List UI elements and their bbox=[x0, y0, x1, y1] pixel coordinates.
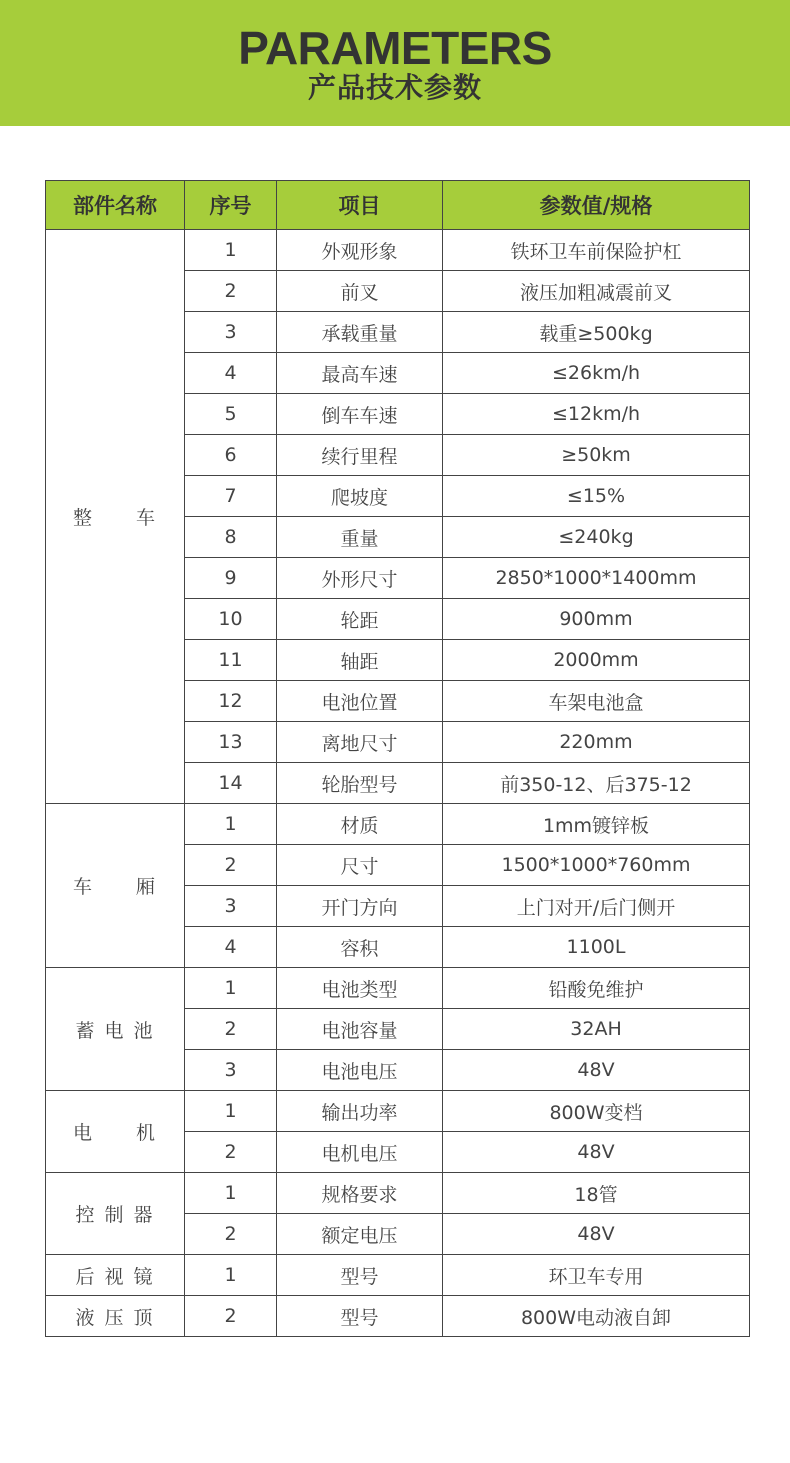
item-cell: 轮距 bbox=[277, 599, 443, 640]
spec-cell: 48V bbox=[443, 1050, 750, 1091]
table-row bbox=[46, 230, 750, 271]
parameters-table bbox=[45, 180, 750, 1337]
item-cell: 倒车车速 bbox=[277, 394, 443, 435]
spec-cell: 铅酸免维护 bbox=[443, 968, 750, 1009]
spec-cell: ≥50km bbox=[443, 435, 750, 476]
spec-cell: 48V bbox=[443, 1214, 750, 1255]
index-cell: 1 bbox=[185, 1255, 277, 1296]
item-cell: 外观形象 bbox=[277, 230, 443, 271]
spec-cell: 48V bbox=[443, 1132, 750, 1173]
table-row bbox=[46, 1091, 750, 1132]
spec-cell: ≤240kg bbox=[443, 517, 750, 558]
index-cell: 12 bbox=[185, 681, 277, 722]
spec-cell: ≤26km/h bbox=[443, 353, 750, 394]
index-cell: 8 bbox=[185, 517, 277, 558]
item-cell: 开门方向 bbox=[277, 886, 443, 927]
table-row bbox=[46, 1173, 750, 1214]
column-header-spec: 参数值/规格 bbox=[443, 181, 750, 230]
item-cell: 规格要求 bbox=[277, 1173, 443, 1214]
header-banner bbox=[0, 0, 790, 126]
index-cell: 3 bbox=[185, 312, 277, 353]
item-cell: 尺寸 bbox=[277, 845, 443, 886]
index-cell: 2 bbox=[185, 1296, 277, 1337]
item-cell: 离地尺寸 bbox=[277, 722, 443, 763]
index-cell: 4 bbox=[185, 927, 277, 968]
item-cell: 输出功率 bbox=[277, 1091, 443, 1132]
index-cell: 3 bbox=[185, 886, 277, 927]
group-name-cell: 整 车 bbox=[46, 230, 185, 804]
item-cell: 爬坡度 bbox=[277, 476, 443, 517]
spec-cell: 2850*1000*1400mm bbox=[443, 558, 750, 599]
table-row bbox=[46, 968, 750, 1009]
index-cell: 4 bbox=[185, 353, 277, 394]
index-cell: 2 bbox=[185, 845, 277, 886]
spec-cell: ≤15% bbox=[443, 476, 750, 517]
item-cell: 电池电压 bbox=[277, 1050, 443, 1091]
index-cell: 1 bbox=[185, 230, 277, 271]
spec-cell: ≤12km/h bbox=[443, 394, 750, 435]
index-cell: 14 bbox=[185, 763, 277, 804]
group-name-cell: 后 视 镜 bbox=[46, 1255, 185, 1296]
item-cell: 型号 bbox=[277, 1296, 443, 1337]
table-header-row bbox=[46, 181, 750, 230]
page-title: PARAMETERS bbox=[238, 22, 552, 74]
spec-cell: 上门对开/后门侧开 bbox=[443, 886, 750, 927]
group-name-cell: 电 机 bbox=[46, 1091, 185, 1173]
item-cell: 额定电压 bbox=[277, 1214, 443, 1255]
table-body bbox=[46, 230, 750, 1337]
spec-cell: 220mm bbox=[443, 722, 750, 763]
index-cell: 10 bbox=[185, 599, 277, 640]
item-cell: 前叉 bbox=[277, 271, 443, 312]
column-header-item: 项目 bbox=[277, 181, 443, 230]
spec-cell: 载重≥500kg bbox=[443, 312, 750, 353]
group-name-cell: 车 厢 bbox=[46, 804, 185, 968]
spec-cell: 1100L bbox=[443, 927, 750, 968]
spec-cell: 2000mm bbox=[443, 640, 750, 681]
index-cell: 13 bbox=[185, 722, 277, 763]
item-cell: 轴距 bbox=[277, 640, 443, 681]
index-cell: 9 bbox=[185, 558, 277, 599]
item-cell: 电池类型 bbox=[277, 968, 443, 1009]
spec-cell: 1500*1000*760mm bbox=[443, 845, 750, 886]
table-row bbox=[46, 804, 750, 845]
index-cell: 3 bbox=[185, 1050, 277, 1091]
item-cell: 电池容量 bbox=[277, 1009, 443, 1050]
item-cell: 材质 bbox=[277, 804, 443, 845]
item-cell: 承载重量 bbox=[277, 312, 443, 353]
column-header-index: 序号 bbox=[185, 181, 277, 230]
item-cell: 轮胎型号 bbox=[277, 763, 443, 804]
index-cell: 2 bbox=[185, 271, 277, 312]
spec-cell: 800W电动液自卸 bbox=[443, 1296, 750, 1337]
spec-cell: 800W变档 bbox=[443, 1091, 750, 1132]
spec-cell: 1mm镀锌板 bbox=[443, 804, 750, 845]
index-cell: 2 bbox=[185, 1214, 277, 1255]
spec-cell: 18管 bbox=[443, 1173, 750, 1214]
spec-cell: 环卫车专用 bbox=[443, 1255, 750, 1296]
group-name-cell: 液 压 顶 bbox=[46, 1296, 185, 1337]
item-cell: 容积 bbox=[277, 927, 443, 968]
index-cell: 1 bbox=[185, 968, 277, 1009]
spec-cell: 车架电池盒 bbox=[443, 681, 750, 722]
spec-cell: 900mm bbox=[443, 599, 750, 640]
index-cell: 1 bbox=[185, 1173, 277, 1214]
index-cell: 2 bbox=[185, 1132, 277, 1173]
item-cell: 最高车速 bbox=[277, 353, 443, 394]
item-cell: 型号 bbox=[277, 1255, 443, 1296]
table-row bbox=[46, 1296, 750, 1337]
index-cell: 1 bbox=[185, 1091, 277, 1132]
group-name-cell: 控 制 器 bbox=[46, 1173, 185, 1255]
item-cell: 电池位置 bbox=[277, 681, 443, 722]
item-cell: 续行里程 bbox=[277, 435, 443, 476]
spec-cell: 32AH bbox=[443, 1009, 750, 1050]
index-cell: 5 bbox=[185, 394, 277, 435]
page-subtitle: 产品技术参数 bbox=[307, 71, 482, 104]
column-header-part-name: 部件名称 bbox=[46, 181, 185, 230]
spec-cell: 铁环卫车前保险护杠 bbox=[443, 230, 750, 271]
item-cell: 电机电压 bbox=[277, 1132, 443, 1173]
index-cell: 6 bbox=[185, 435, 277, 476]
index-cell: 2 bbox=[185, 1009, 277, 1050]
index-cell: 1 bbox=[185, 804, 277, 845]
group-name-cell: 蓄 电 池 bbox=[46, 968, 185, 1091]
item-cell: 重量 bbox=[277, 517, 443, 558]
index-cell: 11 bbox=[185, 640, 277, 681]
index-cell: 7 bbox=[185, 476, 277, 517]
table-row bbox=[46, 1255, 750, 1296]
spec-cell: 前350-12、后375-12 bbox=[443, 763, 750, 804]
spec-cell: 液压加粗减震前叉 bbox=[443, 271, 750, 312]
item-cell: 外形尺寸 bbox=[277, 558, 443, 599]
